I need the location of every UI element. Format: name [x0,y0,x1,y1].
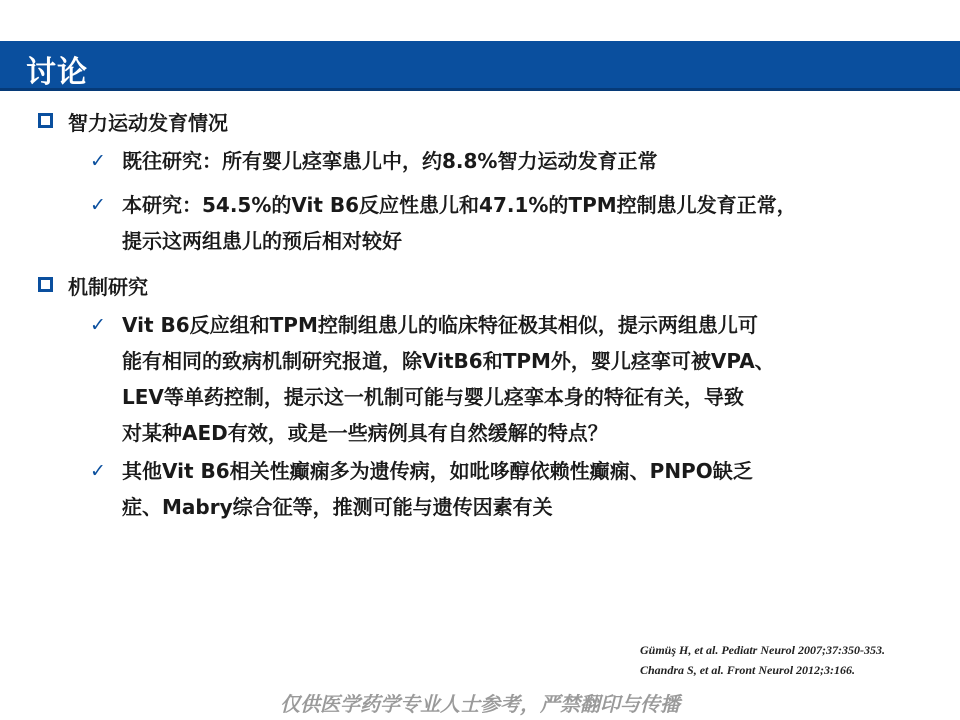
list-item [90,307,890,451]
item-line: 其他Vit B6相关性癫痫多为遗传病，如吡哆醇依赖性癫痫、PNPO缺乏 [122,459,753,483]
checkmark-icon: ✓ [90,460,106,482]
reference-line: Chandra S, et al. Front Neurol 2012;3:166. [640,663,856,677]
slide-title-bar [0,41,960,91]
item-text [122,187,882,259]
reference-line: Gümüş H, et al. Pediatr Neurol 2007;37:350-353. [640,643,885,657]
references [640,640,885,680]
footer-disclaimer: 仅供医学药学专业人士参考，严禁翻印与传播 [280,692,680,716]
item-line: 对某种AED有效，或是一些病例具有自然缓解的特点？ [122,421,608,445]
item-line: 能有相同的致病机制研究报道，除VitB6和TPM外，婴儿痉挛可被VPA、 [122,349,775,373]
item-text [122,143,882,179]
item-text [122,307,882,451]
item-line: Vit B6反应组和TPM控制组患儿的临床特征极其相似，提示两组患儿可 [122,313,758,337]
item-line: 症、Mabry综合征等，推测可能与遗传因素有关 [122,495,553,519]
item-line: 本研究：54.5%的Vit B6反应性患儿和47.1%的TPM控制患儿发育正常， [122,193,797,217]
list-item [90,187,890,259]
list-item [90,453,890,525]
checkmark-icon: ✓ [90,194,106,216]
square-bullet-icon [38,113,53,128]
checkmark-icon: ✓ [90,314,106,336]
section-label: 智力运动发育情况 [68,111,228,135]
checkmark-icon: ✓ [90,150,106,172]
item-line: 提示这两组患儿的预后相对较好 [122,229,402,253]
item-line: 既往研究：所有婴儿痉挛患儿中，约8.8%智力运动发育正常 [122,149,658,173]
item-line: LEV等单药控制，提示这一机制可能与婴儿痉挛本身的特征有关，导致 [122,385,744,409]
item-text [122,453,882,525]
square-bullet-icon [38,277,53,292]
list-item [90,143,890,179]
section-label: 机制研究 [68,275,148,299]
slide-title: 讨论 [26,55,88,90]
